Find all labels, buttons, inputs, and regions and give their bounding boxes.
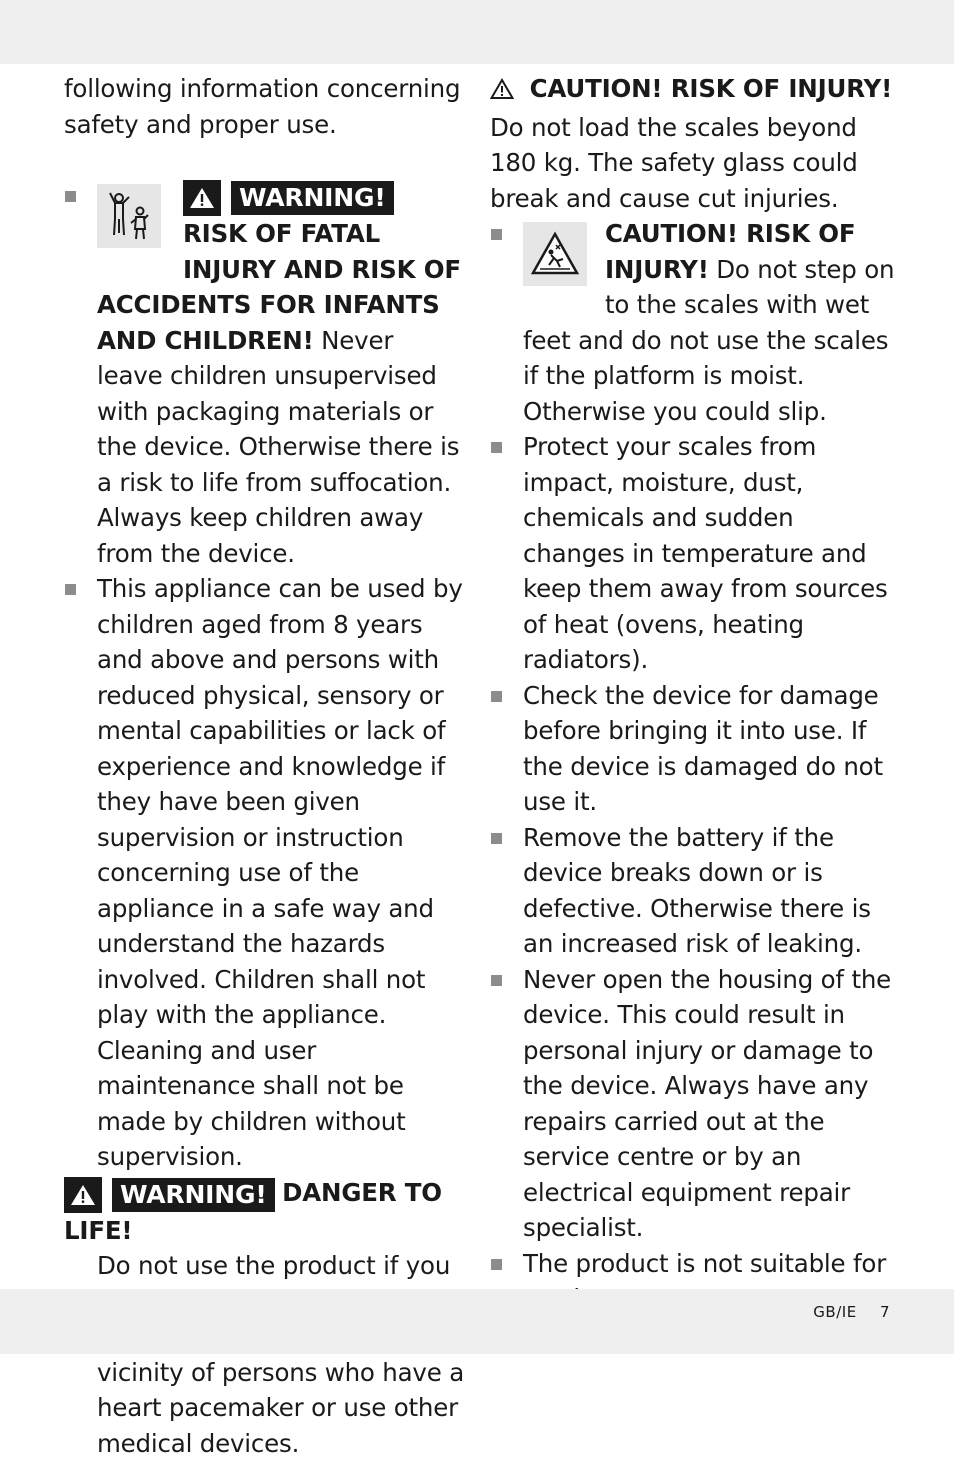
list-item [490, 429, 895, 678]
header-band [0, 0, 954, 64]
left-column [64, 71, 464, 1461]
bullet-square-icon [491, 975, 502, 986]
page-footer [813, 1303, 890, 1321]
warning-triangle-icon [64, 1177, 102, 1213]
warning-heading: RISK OF FATAL INJURY AND RISK OF ACCIDENTS FOR INFANTS AND CHILDREN! [97, 219, 461, 355]
bullet-square-icon [65, 191, 76, 202]
warning-heading: DANGER TO LIFE! [64, 1178, 442, 1245]
warning-text: Never leave children unsupervised with packaging materials or the device. Otherwise there is a risk to life from suffocation. Always keep children away from the device. [97, 326, 459, 568]
list-item-text: Remove the battery if the device breaks down or is defective. Otherwise there is an increased risk of leaking. [523, 820, 895, 962]
bullet-square-icon [491, 229, 502, 240]
caution-text: Do not load the scales beyond 180 kg. The safety glass could break and cause cut injuries. [490, 113, 858, 213]
appliance-usage-text: This appliance can be used by children aged from 8 years and above and persons with reduced physical, sensory or mental capabilities or lack of experience and knowledge if they have been given supervision or instruction concerning use of the appliance in a safe way and understand the hazards involved. Children shall not play with the appliance. Cleaning and user maintenance shall not be made by children without supervision. [97, 571, 464, 1175]
bullet-square-icon [491, 691, 502, 702]
caution-text: Do not step on to the scales with wet feet and do not use the scales if the platform is moist. Otherwise you could slip. [523, 255, 894, 426]
footer-locale: GB/IE [813, 1303, 856, 1321]
list-item-text: The product is not suitable for [523, 1246, 895, 1317]
bullet-square-icon [491, 442, 502, 453]
bullet-square-icon [491, 833, 502, 844]
caution-load-block [490, 71, 895, 216]
appliance-usage-item [64, 571, 464, 1175]
bullet-square-icon [65, 584, 76, 595]
list-item-text: Never open the housing of the device. This could result in personal injury or damage to the device. Always have any repairs carried out at the service centre or by an electrical equipment repair specialist. [523, 962, 895, 1246]
list-item-text: Protect your scales from impact, moisture, dust, chemicals and sudden changes in temperature and keep them away from sources of heat (ovens, heating radiators). [523, 429, 895, 678]
warning-children-item [64, 178, 464, 571]
list-item [490, 678, 895, 820]
warning-triangle-icon [183, 180, 221, 216]
warning-text: Do not use the product if you vicinity of persons who have a heart pacemaker or use other medical devices. [64, 1248, 464, 1461]
warning-badge [64, 1177, 275, 1213]
list-item-text: Check the device for damage before bringing it into use. If the device is damaged do not use it. [523, 678, 895, 820]
bullet-square-icon [491, 1259, 502, 1270]
warning-triangle-icon [490, 74, 514, 110]
intro-text: following information concerning safety and proper use. [64, 71, 464, 142]
child-warning-icon [97, 184, 161, 248]
caution-heading: CAUTION! RISK OF INJURY! [530, 74, 892, 103]
caution-slip-item [490, 216, 895, 429]
warning-label: WARNING! [231, 181, 394, 215]
slip-hazard-icon [523, 222, 587, 286]
list-item [490, 820, 895, 962]
list-item [490, 962, 895, 1246]
footer-band [0, 1289, 954, 1354]
right-column [490, 71, 895, 1317]
page-number: 7 [880, 1303, 890, 1321]
caution-heading: CAUTION! RISK OF INJURY! [605, 219, 855, 284]
warning-label: WARNING! [112, 1178, 275, 1212]
warning-badge [183, 180, 394, 216]
